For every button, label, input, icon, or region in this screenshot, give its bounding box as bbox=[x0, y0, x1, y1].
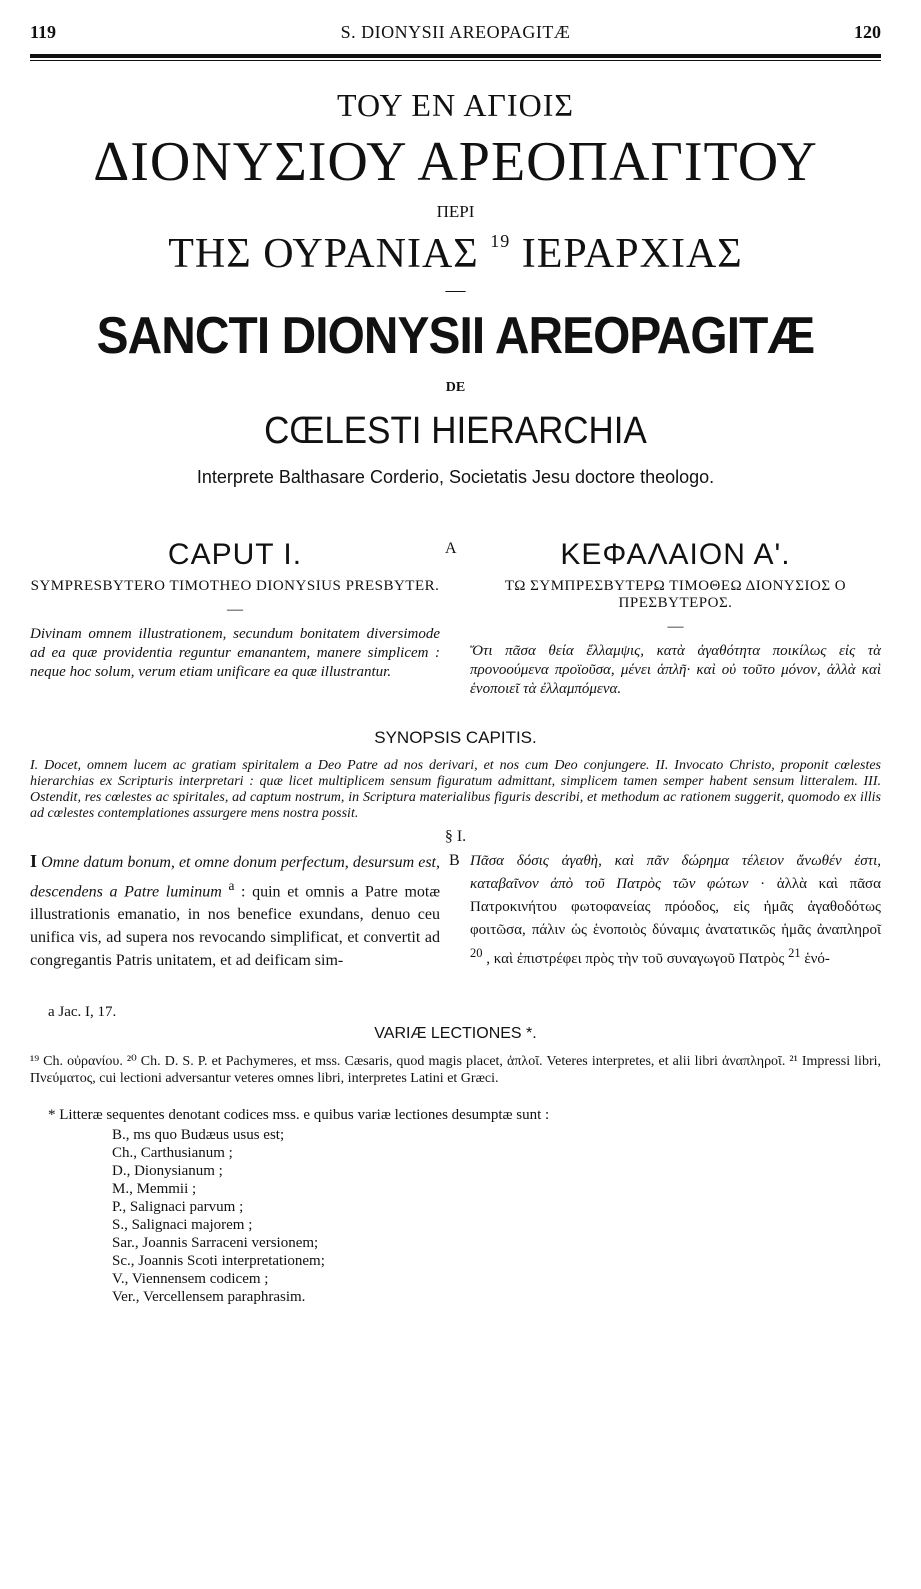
main-greek-text-3: ἑνό- bbox=[804, 951, 830, 967]
section-mark: § I. bbox=[444, 828, 467, 845]
footnote-a: a Jac. I, 17. bbox=[48, 1004, 117, 1020]
title-greek-main: ΔΙΟΝΥΣΙΟΥ ΑΡΕΟΠΑΓΙΤΟΥ bbox=[93, 131, 818, 193]
kephalaion-dash: — bbox=[667, 618, 684, 635]
paragraph-number: I bbox=[30, 851, 38, 871]
scripture-quote-greek: Πᾶσα δόσις ἀγαθὴ, καὶ πᾶν δώρημα τέλειον ἄνωθέν ἐστι, καταβαῖνον ἀπὸ τοῦ Πατρὸς τῶν φώτων bbox=[470, 853, 881, 892]
title-peri: ΠΕΡΙ bbox=[436, 202, 475, 221]
margin-letter-b: B bbox=[449, 852, 460, 869]
title-dash: — bbox=[445, 279, 466, 301]
sigla-item: Ver., Vercellensem paraphrasim. bbox=[112, 1289, 306, 1305]
caput-summary: Divinam omnem illustrationem, secundum bonitatem diversimode ad ea quæ providentia reguntur emanantem, manere simplicem : neque hoc solum, verum etiam unificare ea quæ illustrantur. bbox=[30, 626, 440, 680]
title-interpreter: Interprete Balthasare Corderio, Societatis Jesu doctore theologo. bbox=[196, 467, 715, 487]
caput-subheading: SYMPRESBYTERO TIMOTHEO DIONYSIUS PRESBYTER. bbox=[30, 578, 440, 594]
kephalaion-heading: ΚΕΦΑΛΑΙΟΝ Α'. bbox=[560, 538, 791, 571]
sigla-item: D., Dionysianum ; bbox=[112, 1163, 223, 1179]
footnote-ref-20: 20 bbox=[470, 946, 483, 960]
sigla-item: S., Salignaci majorem ; bbox=[112, 1217, 253, 1233]
page-number-right: 120 bbox=[854, 22, 881, 42]
title-pre: ΤΟΥ ΕΝ ΑΓΙΟΙΣ bbox=[337, 87, 574, 123]
header-rule-thin bbox=[30, 60, 881, 61]
sigla-item: M., Memmii ; bbox=[112, 1181, 197, 1197]
sigla-item: Sc., Joannis Scoti interpretationem; bbox=[112, 1253, 325, 1269]
title-latin-sub: CŒLESTI HIERARCHIA bbox=[264, 410, 647, 452]
footnote-ref-a: a bbox=[228, 878, 235, 893]
title-greek-sub-b: ΙΕΡΑΡΧΙΑΣ bbox=[521, 231, 743, 277]
header-rule-thick bbox=[30, 54, 881, 58]
main-greek-column bbox=[470, 850, 881, 971]
running-title: S. DIONYSII AREOPAGITÆ bbox=[340, 22, 571, 42]
sigla-item: P., Salignaci parvum ; bbox=[112, 1199, 244, 1215]
main-latin-text: : quin et omnis a Patre motæ illustrationis emanatio, in nos benefice exundans, denuo ceu unifica vis, ad supera nos revocando simplificat, et convertit ad congregantis Patris unitatem, et ad deificam sim- bbox=[30, 883, 441, 970]
kephalaion-subheading: ΤΩ ΣΥΜΠΡΕΣΒΥΤΕΡΩ ΤΙΜΟΘΕΩ ΔΙΟΝΥΣΙΟΣ Ο ΠΡΕΣΒΥΤΕΡΟΣ. bbox=[504, 578, 847, 611]
sigla-item: Ch., Carthusianum ; bbox=[112, 1145, 233, 1161]
chapter-latin-column bbox=[30, 538, 440, 682]
main-latin-column bbox=[30, 850, 440, 972]
variae-text: ¹⁹ Ch. οὐρανίου. ²⁰ Ch. D. S. P. et Pachymeres, et mss. Cæsaris, quod magis placet, ἁπλοῖ. Veteres interpretes, et alii libri ἀναπληροῖ. ²¹ Impressi libri, Πνεύματος, cui lectioni adversantur veteres omnes libri, interpretes Latini et Græci. bbox=[30, 1054, 881, 1086]
title-de: DE bbox=[445, 380, 466, 395]
sigla-intro: * Litteræ sequentes denotant codices mss. e quibus variæ lectiones desumptæ sunt : bbox=[48, 1107, 550, 1123]
synopsis-heading: SYNOPSIS CAPITIS. bbox=[374, 728, 537, 747]
main-text-columns bbox=[30, 850, 881, 1000]
variae-heading: VARIÆ LECTIONES *. bbox=[374, 1025, 537, 1042]
sigla-item: Sar., Joannis Sarraceni versionem; bbox=[112, 1235, 319, 1251]
caput-heading: CAPUT I. bbox=[167, 538, 303, 571]
margin-letter-a: A bbox=[445, 540, 457, 557]
title-greek-sub-a: ΤΗΣ ΟΥΡΑΝΙΑΣ bbox=[168, 231, 479, 277]
page-number-left: 119 bbox=[30, 22, 57, 42]
kephalaion-summary: Ὅτι πᾶσα θεία ἔλλαμψις, κατὰ ἀγαθότητα ποικίλως εἰς τὰ προνοούμενα προϊοῦσα, μένει ἁπλῆ· καὶ οὐ τοῦτο μόνον, ἀλλὰ καὶ ἑνοποιεῖ τὰ ἐλλαμπόμενα. bbox=[470, 643, 881, 697]
sigla-item: B., ms quo Budæus usus est; bbox=[112, 1127, 285, 1143]
synopsis-text: I. Docet, omnem lucem ac gratiam spiritalem a Deo Patre ad nos derivari, et nos cum Deo conjungere. II. Invocato Christo, proponit cœlestes hierarchias ex Scripturis interpretari : quæ licet multiplicem sensum figuratum admittant, simplicem tamen semper habent sensum litteralem. III. Ostendit, res cœlestes ac spiritales, ad captum nostrum, in Scriptura materialibus figuris describi, et methodum ac rationem suggerit, quomodo ex illis ad cœlestes contemplationes assurgere mens nostra possit. bbox=[30, 758, 881, 821]
main-greek-text-2: , καὶ ἐπιστρέφει πρὸς τὴν τοῦ συναγωγοῦ Πατρὸς bbox=[486, 951, 785, 967]
document-page bbox=[30, 18, 881, 1306]
running-header bbox=[30, 18, 881, 48]
caput-dash: — bbox=[227, 601, 243, 618]
sigla-item: V., Viennensem codicem ; bbox=[112, 1271, 269, 1287]
sigla-list bbox=[112, 1126, 881, 1306]
footnote-ref-21: 21 bbox=[788, 946, 801, 960]
scripture-quote-latin: Omne datum bonum, et omne donum perfectum, desursum est, descendens a Patre luminum bbox=[30, 854, 441, 901]
chapter-heading-columns bbox=[30, 538, 881, 718]
main-greek-text-1: · ἀλλὰ καὶ πᾶσα Πατροκινήτου φωτοφανείας πρόοδος, εἰς ἡμᾶς ἀγαθοδότως φοιτῶσα, πάλιν ὡς ἑνοποιὸς δύναμις ἀνατατικῶς ἡμᾶς ἀναπληροῖ bbox=[470, 876, 881, 938]
footnote-ref-19: 19 bbox=[490, 231, 511, 251]
title-latin-main: SANCTI DIONYSII AREOPAGITÆ bbox=[96, 307, 815, 365]
chapter-greek-column bbox=[470, 538, 881, 699]
title-greek-sub bbox=[30, 230, 881, 278]
